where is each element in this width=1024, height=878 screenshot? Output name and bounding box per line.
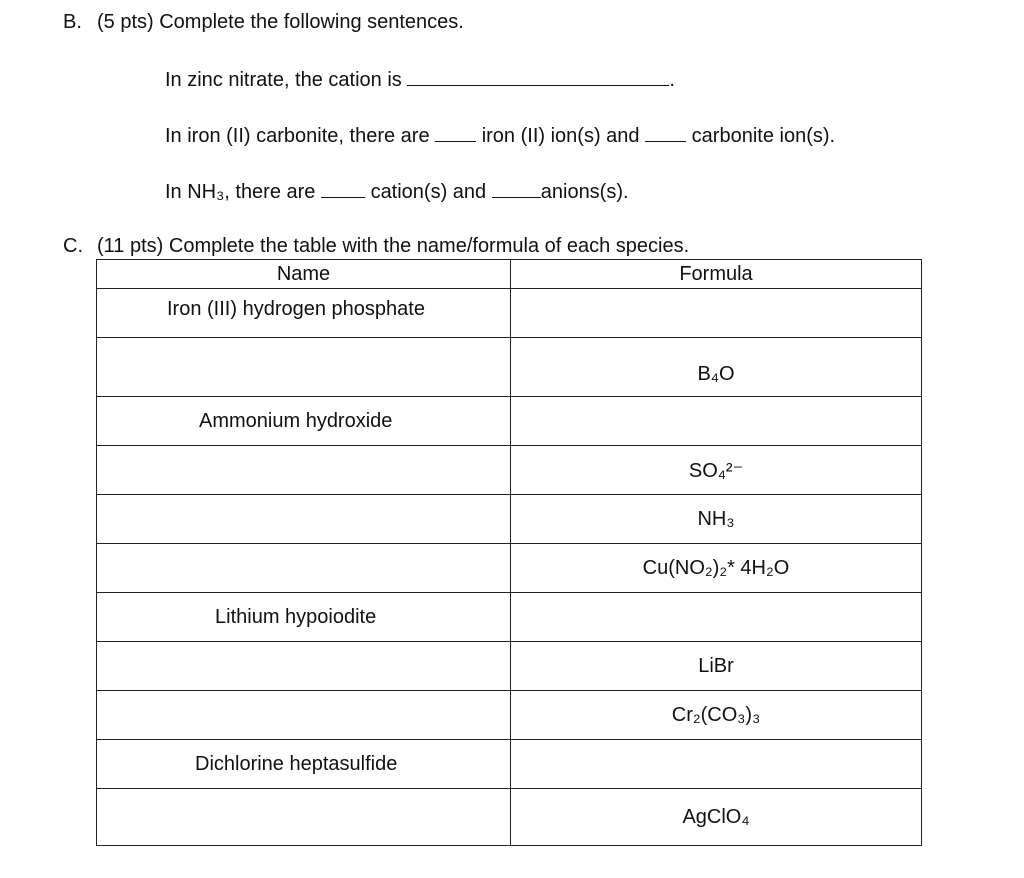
formula-cell[interactable] — [511, 397, 922, 446]
name-cell[interactable]: Iron (III) hydrogen phosphate — [97, 289, 511, 338]
table-row — [97, 495, 922, 544]
section-c-label: C. — [63, 235, 83, 257]
sentence-2 — [165, 124, 835, 146]
species-table — [96, 259, 921, 835]
table-row — [97, 789, 922, 846]
answer-blank-cations[interactable] — [321, 180, 365, 198]
formula-cell[interactable] — [511, 289, 922, 338]
name-cell[interactable] — [97, 691, 511, 740]
sentence-2-prefix: In iron (II) carbonite, there are — [165, 125, 430, 147]
formula-cell[interactable] — [511, 593, 922, 642]
header-formula: Formula — [511, 260, 922, 289]
formula-cell[interactable]: SO₄²⁻ — [511, 446, 922, 495]
name-cell[interactable] — [97, 642, 511, 691]
section-b-heading: (5 pts) Complete the following sentences. — [97, 11, 464, 33]
formula-cell[interactable]: AgClO₄ — [511, 789, 922, 846]
answer-blank-iron-ions[interactable] — [435, 124, 476, 142]
name-cell[interactable]: Lithium hypoiodite — [97, 593, 511, 642]
table-row — [97, 691, 922, 740]
name-cell[interactable] — [97, 338, 511, 397]
name-cell[interactable] — [97, 446, 511, 495]
answer-blank-carbonite-ions[interactable] — [645, 124, 686, 142]
name-cell[interactable] — [97, 495, 511, 544]
formula-cell[interactable]: NH₃ — [511, 495, 922, 544]
section-b-label: B. — [63, 11, 82, 33]
answer-blank-cation[interactable] — [407, 68, 669, 86]
sentence-1 — [165, 68, 675, 90]
table-row — [97, 289, 922, 338]
formula-cell[interactable]: Cu(NO₂)₂* 4H₂O — [511, 544, 922, 593]
name-cell[interactable]: Dichlorine heptasulfide — [97, 740, 511, 789]
sentence-3-prefix: In NH₃, there are — [165, 181, 316, 203]
sentence-3-middle: cation(s) and — [370, 181, 487, 203]
sentence-2-middle: iron (II) ion(s) and — [481, 125, 640, 147]
sentence-1-prefix: In zinc nitrate, the cation is — [165, 69, 402, 91]
table-row — [97, 740, 922, 789]
table-row — [97, 397, 922, 446]
table-row — [97, 338, 922, 397]
sentence-3-suffix: anions(s). — [540, 181, 629, 203]
table-row — [97, 642, 922, 691]
table-row — [97, 593, 922, 642]
answer-blank-anions[interactable] — [492, 180, 541, 198]
table-row — [97, 446, 922, 495]
header-name: Name — [97, 260, 511, 289]
formula-cell[interactable]: B₄O — [511, 338, 922, 397]
formula-cell[interactable]: LiBr — [511, 642, 922, 691]
name-cell[interactable]: Ammonium hydroxide — [97, 397, 511, 446]
sentence-2-suffix: carbonite ion(s). — [691, 125, 836, 147]
table-row — [97, 544, 922, 593]
table-header-row — [97, 260, 922, 289]
section-c-heading: (11 pts) Complete the table with the name/formula of each species. — [97, 235, 690, 257]
sentence-3 — [165, 180, 629, 202]
name-cell[interactable] — [97, 544, 511, 593]
name-cell[interactable] — [97, 789, 511, 846]
formula-cell[interactable]: Cr₂(CO₃)₃ — [511, 691, 922, 740]
formula-cell[interactable] — [511, 740, 922, 789]
sentence-1-suffix: . — [669, 69, 675, 91]
